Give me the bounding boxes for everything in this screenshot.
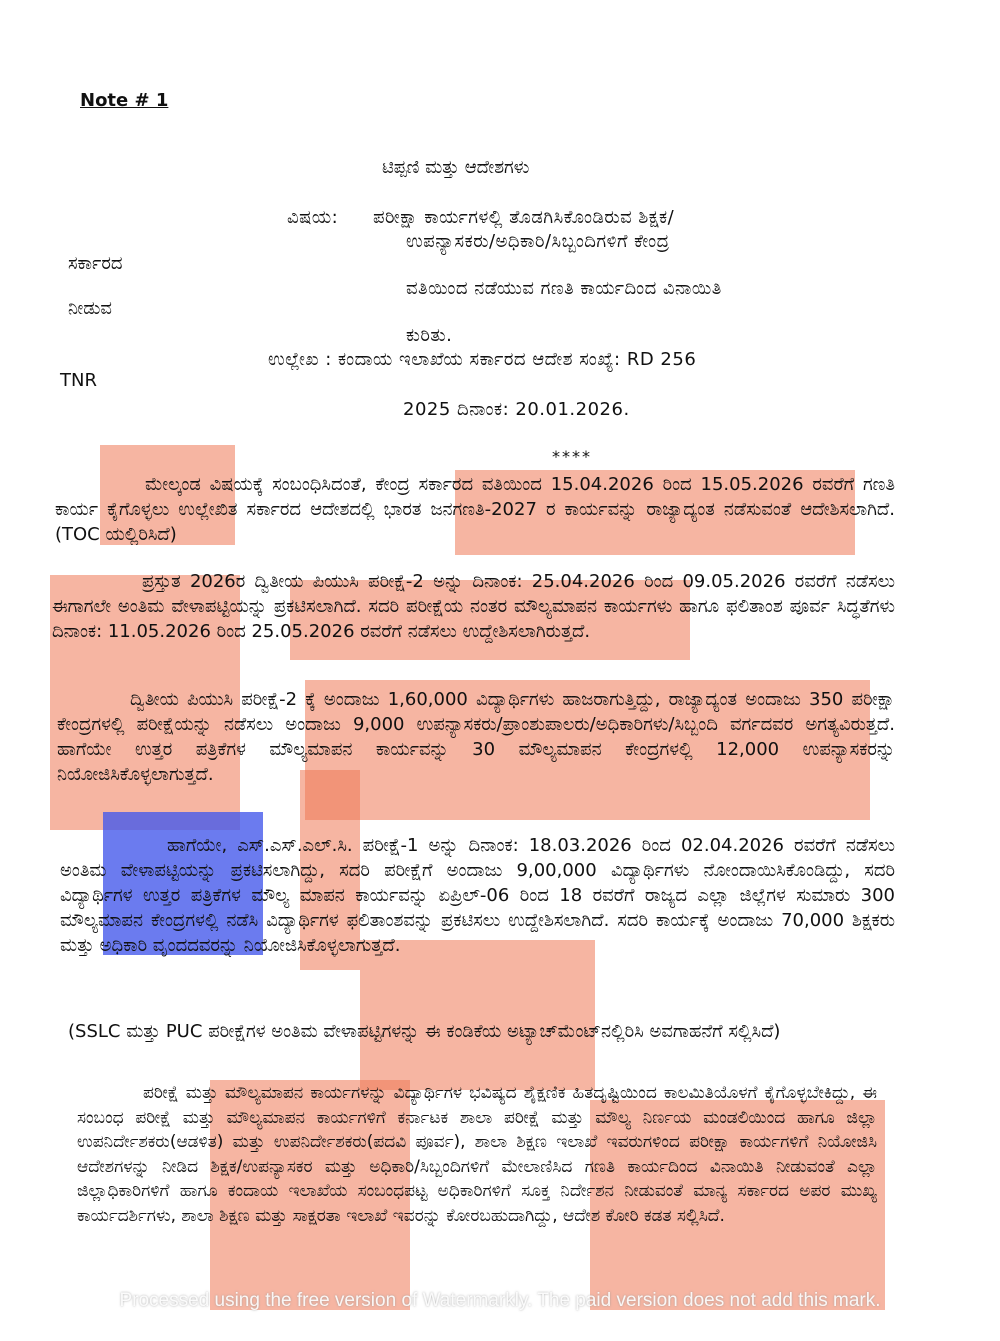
subject-line: ಪರೀಕ್ಷಾ ಕಾರ್ಯಗಳಲ್ಲಿ ತೊಡಗಿಸಿಕೊಂಡಿರುವ ಶಿಕ್ಷಕ/ bbox=[373, 207, 675, 228]
subject-line: ಉಪನ್ಯಾಸಕರು/ಅಧಿಕಾರಿ/ಸಿಬ್ಬಂದಿಗಳಿಗೆ ಕೇಂದ್ರ bbox=[406, 231, 670, 252]
paragraph bbox=[55, 472, 895, 547]
paragraph bbox=[60, 833, 895, 958]
note-number: Note # 1 bbox=[80, 90, 169, 111]
paragraph bbox=[52, 569, 895, 644]
side-word: ಸರ್ಕಾರದ bbox=[68, 253, 123, 274]
watermark-shape bbox=[360, 940, 595, 1090]
paragraph-text: (SSLC ಮತ್ತು PUC ಪರೀಕ್ಷೆಗಳ ಅಂತಿಮ ವೇಳಾಪಟ್ಟಿಗಳನ್ನು ಈ ಕಂಡಿಕೆಯ ಅಟ್ಯಾಚ್‌ಮೆಂಟ್‌ನಲ್ಲಿರಿಸಿ ಅವಗಾಹನೆಗೆ ಸಲ್ಲಿಸಿದೆ) bbox=[68, 1021, 781, 1042]
watermark-footer-text: Processed using the free version of Watermarkly. The paid version does not add this mark. bbox=[119, 1290, 881, 1311]
side-word: ನೀಡುವ bbox=[68, 298, 112, 319]
subject-line: ವತಿಯಿಂದ ನಡೆಯುವ ಗಣತಿ ಕಾರ್ಯದಿಂದ ವಿನಾಯಿತಿ bbox=[406, 278, 722, 299]
paragraph bbox=[57, 687, 895, 787]
page-title: ಟಿಪ್ಪಣಿ ಮತ್ತು ಆದೇಶಗಳು bbox=[382, 157, 530, 178]
subject-line: ಕುರಿತು. bbox=[406, 325, 453, 346]
paragraph-text: ಪ್ರಸ್ತುತ 2026ರ ದ್ವಿತೀಯ ಪಿಯುಸಿ ಪರೀಕ್ಷೆ-2 ಅನ್ನು ದಿನಾಂಕ: 25.04.2026 ರಿಂದ 09.05.2026 ರವರೆಗೆ ನಡೆಸಲು ಈಗಾಗಲೇ ಅಂತಿಮ ವೇಳಾಪಟ್ಟಿಯನ್ನು ಪ್ರಕಟಿಸಲಾಗಿದೆ. ಸದರಿ ಪರೀಕ್ಷೆಯ ನಂತರ ಮೌಲ್ಯಮಾಪನ ಕಾರ್ಯಗಳು ಹಾಗೂ ಫಲಿತಾಂಶ ಪೂರ್ವ ಸಿದ್ಧತೆಗಳು ದಿನಾಂಕ: 11.05.2026 ರಿಂದ 25.05.2026 ರವರೆಗೆ ನಡೆಸಲು ಉದ್ದೇಶಿಸಲಾಗಿರುತ್ತದೆ. bbox=[52, 571, 895, 642]
paragraph-text: ಮೇಲ್ಕಂಡ ವಿಷಯಕ್ಕೆ ಸಂಬಂಧಿಸಿದಂತೆ, ಕೇಂದ್ರ ಸರ್ಕಾರದ ವತಿಯಿಂದ 15.04.2026 ರಿಂದ 15.05.2026 ರವರೆಗೆ ಗಣತಿ ಕಾರ್ಯ ಕೈಗೊಳ್ಳಲು ಉಲ್ಲೇಖಿತ ಸರ್ಕಾರದ ಆದೇಶದಲ್ಲಿ ಭಾರತ ಜನಗಣತಿ-2027 ರ ಕಾರ್ಯವನ್ನು ರಾಜ್ಯಾದ್ಯಂತ ನಡೆಸುವಂತೆ ಆದೇಶಿಸಲಾಗಿದೆ. (TOC ಯಲ್ಲಿರಿಸಿದೆ) bbox=[55, 474, 895, 545]
paragraph-text: ಪರೀಕ್ಷೆ ಮತ್ತು ಮೌಲ್ಯಮಾಪನ ಕಾರ್ಯಗಳನ್ನು ವಿದ್ಯಾರ್ಥಿಗಳ ಭವಿಷ್ಯದ ಶೈಕ್ಷಣಿಕ ಹಿತದೃಷ್ಟಿಯಿಂದ ಕಾಲಮಿತಿಯೊಳಗೆ ಕೈಗೊಳ್ಳಬೇಕಿದ್ದು, ಈ ಸಂಬಂಧ ಪರೀಕ್ಷೆ ಮತ್ತು ಮೌಲ್ಯಮಾಪನ ಕಾರ್ಯಗಳಿಗೆ ಕರ್ನಾಟಕ ಶಾಲಾ ಪರೀಕ್ಷೆ ಮತ್ತು ಮೌಲ್ಯ ನಿರ್ಣಯ ಮಂಡಲಿಯಿಂದ ಹಾಗೂ ಜಿಲ್ಲಾ ಉಪನಿರ್ದೇಶಕರು(ಆಡಳಿತ) ಮತ್ತು ಉಪನಿರ್ದೇಶಕರು(ಪದವಿ ಪೂರ್ವ), ಶಾಲಾ ಶಿಕ್ಷಣ ಇಲಾಖೆ ಇವರುಗಳಿಂದ ಪರೀಕ್ಷಾ ಕಾರ್ಯಗಳಿಗೆ ನಿಯೋಜಿಸಿ ಆದೇಶಗಳನ್ನು ನೀಡಿದ ಶಿಕ್ಷಕ/ಉಪನ್ಯಾಸಕರ ಮತ್ತು ಅಧಿಕಾರಿ/ಸಿಬ್ಬಂದಿಗಳಿಗೆ ಮೇಲಾಣಿಸಿದ ಗಣತಿ ಕಾರ್ಯದಿಂದ ವಿನಾಯಿತಿ ನೀಡುವಂತೆ ಎಲ್ಲಾ ಜಿಲ್ಲಾಧಿಕಾರಿಗಳಿಗೆ ಹಾಗೂ ಕಂದಾಯ ಇಲಾಖೆಯ ಸಂಬಂಧಪಟ್ಟ ಅಧಿಕಾರಿಗಳಿಗೆ ಸೂಕ್ತ ನಿರ್ದೇಶನ ನೀಡುವಂತೆ ಮಾನ್ಯ ಸರ್ಕಾರದ ಅಪರ ಮುಖ್ಯ ಕಾರ್ಯದರ್ಶಿಗಳು, ಶಾಲಾ ಶಿಕ್ಷಣ ಮತ್ತು ಸಾಕ್ಷರತಾ ಇಲಾಖೆ ಇವರನ್ನು ಕೋರಬಹುದಾಗಿದ್ದು, ಆದೇಶ ಕೋರಿ ಕಡತ ಸಲ್ಲಿಸಿದೆ. bbox=[77, 1083, 877, 1226]
side-word: TNR bbox=[60, 370, 97, 391]
reference-date: 2025 ದಿನಾಂಕ: 20.01.2026. bbox=[403, 399, 630, 420]
paragraph bbox=[77, 1081, 877, 1228]
reference-line: ಉಲ್ಲೇಖ : ಕಂದಾಯ ಇಲಾಖೆಯ ಸರ್ಕಾರದ ಆದೇಶ ಸಂಖ್ಯೆ: RD 256 bbox=[268, 349, 697, 370]
subject-label: ವಿಷಯ: bbox=[287, 207, 339, 228]
paragraph-text: ಹಾಗೆಯೇ, ಎಸ್.ಎಸ್.ಎಲ್.ಸಿ. ಪರೀಕ್ಷೆ-1 ಅನ್ನು ದಿನಾಂಕ: 18.03.2026 ರಿಂದ 02.04.2026 ರವರೆಗೆ ನಡೆಸಲು ಅಂತಿಮ ವೇಳಾಪಟ್ಟಿಯನ್ನು ಪ್ರಕಟಿಸಲಾಗಿದ್ದು, ಸದರಿ ಪರೀಕ್ಷೆಗೆ ಅಂದಾಜು 9,00,000 ವಿದ್ಯಾರ್ಥಿಗಳು ನೋಂದಾಯಿಸಿಕೊಂಡಿದ್ದು, ಸದರಿ ವಿದ್ಯಾರ್ಥಿಗಳ ಉತ್ತರ ಪತ್ರಿಕೆಗಳ ಮೌಲ್ಯ ಮಾಪನ ಕಾರ್ಯವನ್ನು ಏಪ್ರಿಲ್-06 ರಿಂದ 18 ರವರೆಗೆ ರಾಜ್ಯದ ಎಲ್ಲಾ ಜಿಲ್ಲೆಗಳ ಸುಮಾರು 300 ಮೌಲ್ಯಮಾಪನ ಕೇಂದ್ರಗಳಲ್ಲಿ ನಡೆಸಿ ವಿದ್ಯಾರ್ಥಿಗಳ ಫಲಿತಾಂಶವನ್ನು ಪ್ರಕಟಿಸಲು ಉದ್ದೇಶಿಸಲಾಗಿದೆ. ಸದರಿ ಕಾರ್ಯಕ್ಕೆ ಅಂದಾಜು 70,000 ಶಿಕ್ಷಕರು ಮತ್ತು ಅಧಿಕಾರಿ ವೃಂದದವರನ್ನು ನಿಯೋಜಿಸಿಕೊಳ್ಳಲಾಗುತ್ತದೆ. bbox=[60, 835, 895, 956]
paragraph bbox=[68, 1019, 888, 1044]
separator-stars: **** bbox=[552, 447, 592, 466]
paragraph-text: ದ್ವಿತೀಯ ಪಿಯುಸಿ ಪರೀಕ್ಷೆ-2 ಕ್ಕೆ ಅಂದಾಜು 1,60,000 ವಿದ್ಯಾರ್ಥಿಗಳು ಹಾಜರಾಗುತ್ತಿದ್ದು, ರಾಜ್ಯಾದ್ಯಂತ ಅಂದಾಜು 350 ಪರೀಕ್ಷಾ ಕೇಂದ್ರಗಳಲ್ಲಿ ಪರೀಕ್ಷೆಯನ್ನು ನಡೆಸಲು ಅಂದಾಜು 9,000 ಉಪನ್ಯಾಸಕರು/ಪ್ರಾಂಶುಪಾಲರು/ಅಧಿಕಾರಿಗಳು/ಸಿಬ್ಬಂದಿ ವರ್ಗದವರ ಅಗತ್ಯವಿರುತ್ತದೆ. ಹಾಗೆಯೇ ಉತ್ತರ ಪತ್ರಿಕೆಗಳ ಮೌಲ್ಯಮಾಪನ ಕಾರ್ಯವನ್ನು 30 ಮೌಲ್ಯಮಾಪನ ಕೇಂದ್ರಗಳಲ್ಲಿ 12,000 ಉಪನ್ಯಾಸಕರನ್ನು ನಿಯೋಜಿಸಿಕೊಳ್ಳಲಾಗುತ್ತದೆ. bbox=[57, 689, 895, 785]
